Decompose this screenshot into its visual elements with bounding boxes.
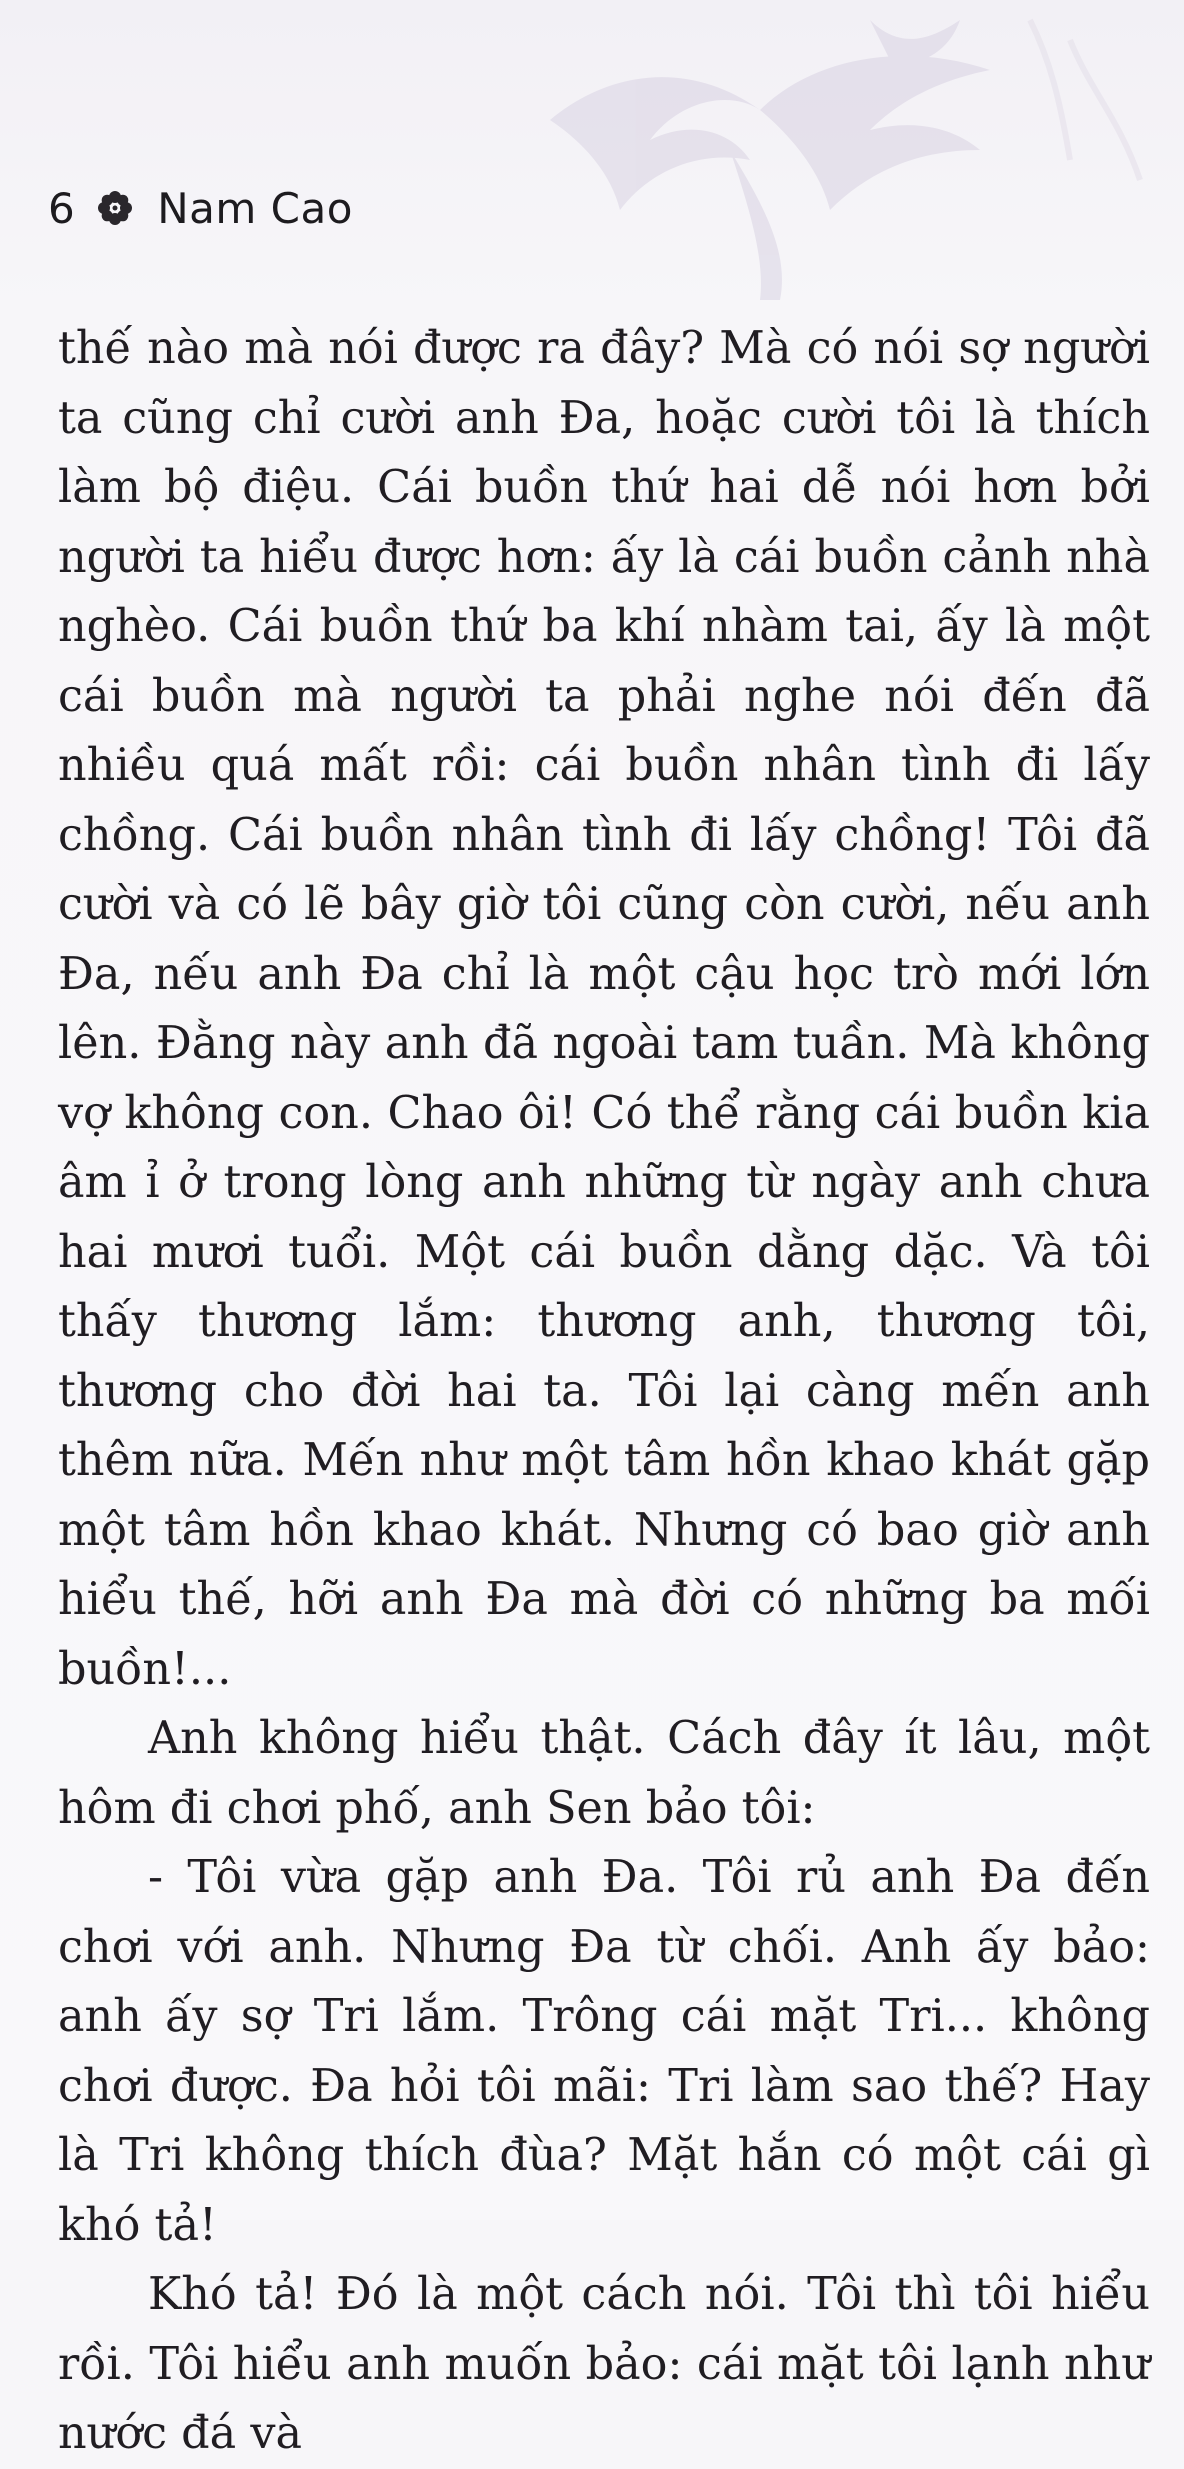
running-header — [48, 178, 353, 238]
page-number: 6 — [48, 183, 76, 233]
paragraph: thế nào mà nói được ra đây? Mà có nói sợ người ta cũng chỉ cười anh Đa, hoặc cười tôi là thích làm bộ điệu. Cái buồn thứ hai dễ nói hơn bởi người ta hiểu được hơn: ấy là cái buồn cảnh nhà nghèo. Cái buồn thứ ba khí nhàm tai, ấy là một cái buồn mà người ta phải nghe nói đến đã nhiều quá mất rồi: cái buồn nhân tình đi lấy chồng. Cái buồn nhân tình đi lấy chồng! Tôi đã cười và có lẽ bây giờ tôi cũng còn cười, nếu anh Đa, nếu anh Đa chỉ là một cậu học trò mới lớn lên. Đằng này anh đã ngoài tam tuần. Mà không vợ không con. Chao ôi! Có thể rằng cái buồn kia âm ỉ ở trong lòng anh những từ ngày anh chưa hai mươi tuổi. Một cái buồn dằng dặc. Và tôi thấy thương lắm: thương anh, thương tôi, thương cho đời hai ta. Tôi lại càng mến anh thêm nữa. Mến như một tâm hồn khao khát gặp một tâm hồn khao khát. Nhưng có bao giờ anh hiểu thế, hỡi anh Đa mà đời có những ba mối buồn!... — [58, 323, 1150, 1695]
paragraph: - Tôi vừa gặp anh Đa. Tôi rủ anh Đa đến chơi với anh. Nhưng Đa từ chối. Anh ấy bảo: anh ấy sợ Tri lắm. Trông cái mặt Tri... không chơi được. Đa hỏi tôi mãi: Tri làm sao thế? Hay là Tri không thích đùa? Mặt hắn có một cái gì khó tả! — [58, 1852, 1150, 2251]
body-text — [58, 314, 1150, 2469]
bird-watermark-icon — [430, 0, 1150, 300]
paragraph: Anh không hiểu thật. Cách đây ít lâu, một hôm đi chơi phố, anh Sen bảo tôi: — [58, 1713, 1150, 1834]
paragraph: Khó tả! Đó là một cách nói. Tôi thì tôi hiểu rồi. Tôi hiểu anh muốn bảo: cái mặt tôi lạnh như nước đá và — [58, 2269, 1150, 2459]
author-name: Nam Cao — [157, 183, 353, 233]
flower-icon — [97, 190, 133, 226]
